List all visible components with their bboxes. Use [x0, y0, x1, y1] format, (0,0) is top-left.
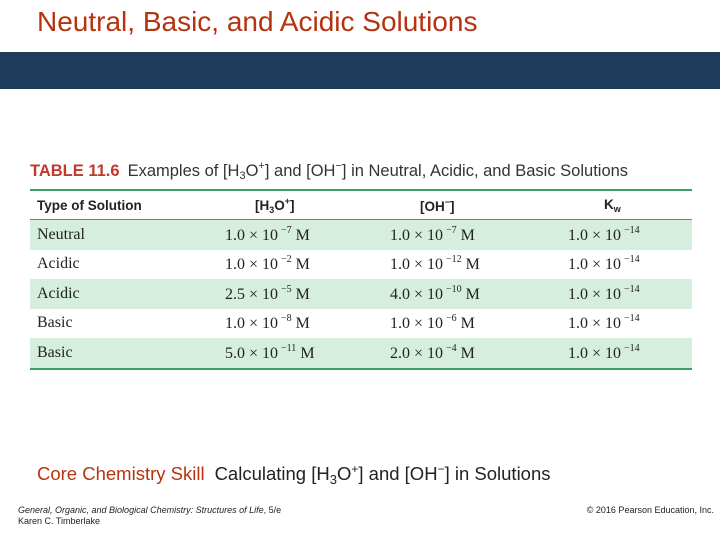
header-h3o-sub: 3: [269, 204, 275, 215]
table-row: [30, 309, 692, 339]
slide-title: Neutral, Basic, and Acidic Solutions: [37, 6, 478, 37]
kw-exponent: −14: [624, 342, 640, 354]
oh-mantissa: 2.0 × 10: [390, 344, 444, 362]
header-oh-sup: −: [444, 196, 451, 207]
footer-edition: , 5/e: [263, 505, 282, 515]
cell-kw: [568, 254, 692, 274]
oh-mantissa: 1.0 × 10: [390, 226, 444, 244]
oh-unit: M: [460, 344, 475, 362]
header-band: [0, 52, 720, 89]
h3o-unit: M: [300, 344, 315, 362]
h3o-unit: M: [295, 256, 310, 274]
cell-h3o: [225, 225, 390, 245]
kw-mantissa: 1.0 × 10: [568, 256, 622, 274]
header-kw-pre: K: [604, 196, 614, 212]
skill-sup: +: [351, 462, 359, 476]
h3o-exponent: −5: [281, 283, 292, 295]
oh-unit: M: [465, 285, 480, 303]
oh-exponent: −4: [446, 342, 457, 354]
footer-copyright: © 2016 Pearson Education, Inc.: [586, 505, 714, 515]
skill-text-3: ] and [OH: [358, 463, 438, 484]
h3o-mantissa: 1.0 × 10: [225, 256, 279, 274]
table-row: [30, 338, 692, 368]
cell-kw: [568, 313, 692, 333]
h3o-unit: M: [295, 285, 310, 303]
footer-author: Karen C. Timberlake: [18, 516, 101, 526]
table-header-row: [30, 191, 692, 220]
h3o-exponent: −7: [281, 224, 292, 236]
oh-unit: M: [460, 315, 475, 333]
kw-mantissa: 1.0 × 10: [568, 226, 622, 244]
oh-unit: M: [465, 256, 480, 274]
cell-oh: [390, 343, 568, 363]
skill-sub: 3: [329, 472, 337, 487]
table-row: [30, 250, 692, 280]
kw-exponent: −14: [624, 254, 640, 266]
cell-type: Basic: [37, 314, 73, 332]
cell-type: Basic: [37, 343, 73, 361]
core-skill-line: [37, 462, 551, 487]
header-h3o-sup: +: [284, 195, 291, 206]
kw-mantissa: 1.0 × 10: [568, 315, 622, 333]
caption-text-3: ] and [OH: [264, 162, 336, 180]
cell-h3o: [225, 313, 390, 333]
cell-h3o: [225, 284, 390, 304]
skill-text-2: O: [336, 463, 352, 484]
h3o-unit: M: [295, 226, 310, 244]
header-h3o-pre: [H: [255, 197, 270, 213]
footer-book-line: [18, 505, 281, 516]
header-oh-post: ]: [450, 198, 455, 214]
oh-exponent: −7: [446, 224, 457, 236]
skill-text-1: Calculating [H: [214, 463, 330, 484]
oh-mantissa: 1.0 × 10: [390, 256, 444, 274]
oh-unit: M: [460, 226, 475, 244]
header-kw-sub: w: [613, 203, 621, 214]
caption-text-1: Examples of [H: [127, 162, 240, 180]
table-caption: [30, 160, 692, 182]
h3o-unit: M: [295, 315, 310, 333]
cell-oh: [390, 254, 568, 274]
header-h3o-post: ]: [290, 197, 295, 213]
caption-text-4: ] in Neutral, Acidic, and Basic Solutions: [341, 162, 629, 180]
oh-exponent: −6: [446, 313, 457, 325]
skill-text-4: ] in Solutions: [444, 463, 551, 484]
header-type: Type of Solution: [37, 197, 142, 213]
footer-citation: [18, 505, 281, 527]
cell-type: Neutral: [37, 225, 85, 243]
oh-exponent: −10: [446, 283, 462, 295]
header-h3o-mid: O: [274, 197, 285, 213]
kw-exponent: −14: [624, 224, 640, 236]
h3o-exponent: −8: [281, 313, 292, 325]
cell-kw: [568, 343, 692, 363]
caption-text-2: O: [245, 162, 259, 180]
cell-h3o: [225, 343, 390, 363]
skill-sup-2: −: [437, 462, 445, 476]
cell-type: Acidic: [37, 255, 80, 273]
kw-mantissa: 1.0 × 10: [568, 344, 622, 362]
h3o-mantissa: 5.0 × 10: [225, 344, 279, 362]
h3o-exponent: −2: [281, 254, 292, 266]
h3o-mantissa: 1.0 × 10: [225, 315, 279, 333]
table-number: TABLE 11.6: [30, 162, 120, 180]
h3o-exponent: −11: [281, 342, 297, 354]
footer-book: General, Organic, and Biological Chemistry: Structures of Life: [18, 505, 264, 515]
header-oh: [390, 197, 568, 214]
cell-kw: [568, 225, 692, 245]
cell-h3o: [225, 254, 390, 274]
cell-oh: [390, 225, 568, 245]
cell-oh: [390, 284, 568, 304]
cell-kw: [568, 284, 692, 304]
core-skill-label: Core Chemistry Skill: [37, 463, 205, 484]
caption-sub: 3: [239, 170, 246, 182]
h3o-mantissa: 2.5 × 10: [225, 285, 279, 303]
kw-exponent: −14: [624, 313, 640, 325]
caption-sup-2: −: [335, 160, 342, 172]
oh-mantissa: 1.0 × 10: [390, 315, 444, 333]
header-h3o: [225, 196, 390, 215]
cell-type: Acidic: [37, 284, 80, 302]
kw-mantissa: 1.0 × 10: [568, 285, 622, 303]
header-kw: [568, 197, 692, 214]
table-row: [30, 220, 692, 250]
solutions-table: [30, 189, 692, 370]
table-row: [30, 279, 692, 309]
header-oh-pre: [OH: [420, 198, 445, 214]
cell-oh: [390, 313, 568, 333]
kw-exponent: −14: [624, 283, 640, 295]
oh-exponent: −12: [446, 254, 462, 266]
oh-mantissa: 4.0 × 10: [390, 285, 444, 303]
caption-sup: +: [258, 160, 265, 172]
h3o-mantissa: 1.0 × 10: [225, 226, 279, 244]
